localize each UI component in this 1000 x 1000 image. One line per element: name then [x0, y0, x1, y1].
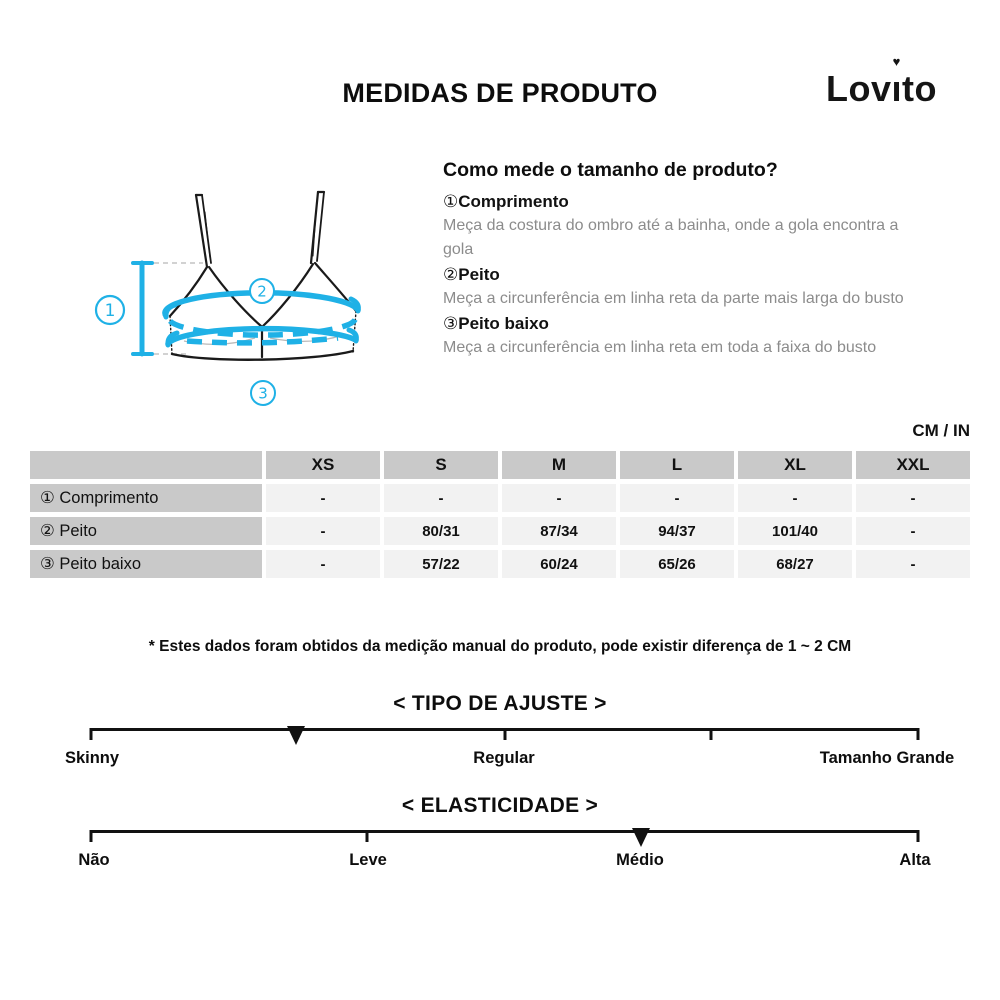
circled-1-icon: ①	[443, 192, 459, 211]
instruction-label-peito-baixo: ③Peito baixo	[443, 314, 549, 333]
cell-value: 65/26	[620, 550, 734, 578]
table-row-peito	[30, 517, 970, 545]
scale-tick	[366, 830, 369, 842]
elasticity-label-alta: Alta	[899, 851, 931, 869]
cell-value: 94/37	[620, 517, 734, 545]
marker-1-label: 1	[104, 301, 116, 321]
cell-value: -	[620, 484, 734, 512]
size-table	[26, 446, 974, 583]
cell-value: 80/31	[384, 517, 498, 545]
product-measurement-diagram	[60, 150, 420, 430]
page-title: MEDIDAS DE PRODUTO	[342, 78, 658, 108]
fit-scale-labels	[64, 749, 955, 771]
cell-value: 87/34	[502, 517, 616, 545]
scale-tick	[503, 728, 506, 740]
size-table-container	[26, 446, 974, 583]
cell-value: -	[266, 517, 380, 545]
brand-logo	[825, 54, 937, 110]
scale-tick	[917, 830, 920, 842]
row-label: ③ Peito baixo	[30, 550, 262, 578]
marker-2-label: 2	[257, 282, 267, 301]
scale-tick	[90, 830, 93, 842]
measure-instructions	[443, 159, 919, 361]
col-header-s: S	[384, 451, 498, 479]
scale-tick	[710, 728, 713, 740]
cell-value: -	[856, 517, 970, 545]
heart-icon: ♥	[892, 54, 901, 69]
cell-value: -	[266, 484, 380, 512]
scale-tick	[917, 728, 920, 740]
instruction-label-peito: ②Peito	[443, 265, 500, 284]
fit-scale-marker-icon	[287, 726, 305, 745]
instruction-desc-peito-baixo: Meça a circunferência em linha reta em toda a faixa do busto	[443, 339, 877, 356]
elasticity-label-nao: Não	[78, 851, 110, 869]
bra-illustration	[60, 150, 420, 430]
table-row-comprimento	[30, 484, 970, 512]
elasticity-label-leve: Leve	[349, 851, 387, 869]
elasticity-scale-marker-icon	[632, 828, 650, 847]
marker-3-label: 3	[258, 384, 268, 403]
cell-value: 60/24	[502, 550, 616, 578]
col-header-xl: XL	[738, 451, 852, 479]
cell-value: 57/22	[384, 550, 498, 578]
circled-3-icon: ③	[443, 314, 459, 333]
cell-value: 68/27	[738, 550, 852, 578]
instruction-desc-peito: Meça a circunferência em linha reta da parte mais larga do busto	[443, 290, 904, 307]
elasticity-scale-labels	[78, 851, 931, 873]
cell-value: -	[266, 550, 380, 578]
measure-marks	[133, 263, 358, 354]
row-label: ② Peito	[30, 517, 262, 545]
cell-value: -	[502, 484, 616, 512]
fit-scale-line	[91, 728, 918, 731]
col-header-m: M	[502, 451, 616, 479]
fit-label-tamanho-grande: Tamanho Grande	[819, 749, 955, 767]
col-header-l: L	[620, 451, 734, 479]
elasticity-scale-heading: < ELASTICIDADE >	[401, 794, 599, 817]
brand-logo-i: ı ♥	[891, 54, 903, 109]
fit-label-regular: Regular	[473, 749, 535, 767]
fit-label-skinny: Skinny	[64, 749, 120, 767]
cell-value: -	[856, 550, 970, 578]
col-header-xxl: XXL	[856, 451, 970, 479]
scale-tick	[90, 728, 93, 740]
cell-value: -	[738, 484, 852, 512]
table-corner-cell	[30, 451, 262, 479]
size-table-header-row	[30, 451, 970, 479]
elasticity-label-medio: Médio	[616, 851, 664, 869]
brand-logo-pre: Lov	[825, 68, 892, 109]
elasticity-scale-line	[91, 830, 918, 833]
circled-2-icon: ②	[443, 265, 459, 284]
cell-value: -	[384, 484, 498, 512]
col-header-xs: XS	[266, 451, 380, 479]
unit-label: CM / IN	[912, 421, 970, 440]
instructions-heading: Como mede o tamanho de produto?	[443, 159, 778, 181]
cell-value: 101/40	[738, 517, 852, 545]
row-label: ① Comprimento	[30, 484, 262, 512]
instruction-desc-comprimento: Meça da costura do ombro até a bainha, onde a gola encontra a gola	[443, 217, 899, 258]
table-row-peito-baixo	[30, 550, 970, 578]
brand-logo-post: to	[902, 68, 937, 109]
instruction-label-comprimento: ①Comprimento	[443, 192, 569, 211]
fit-scale-heading: < TIPO DE AJUSTE >	[393, 692, 607, 715]
measurement-disclaimer: * Estes dados foram obtidos da medição manual do produto, pode existir diferença de 1 ~ 2 CM	[148, 638, 852, 655]
cell-value: -	[856, 484, 970, 512]
